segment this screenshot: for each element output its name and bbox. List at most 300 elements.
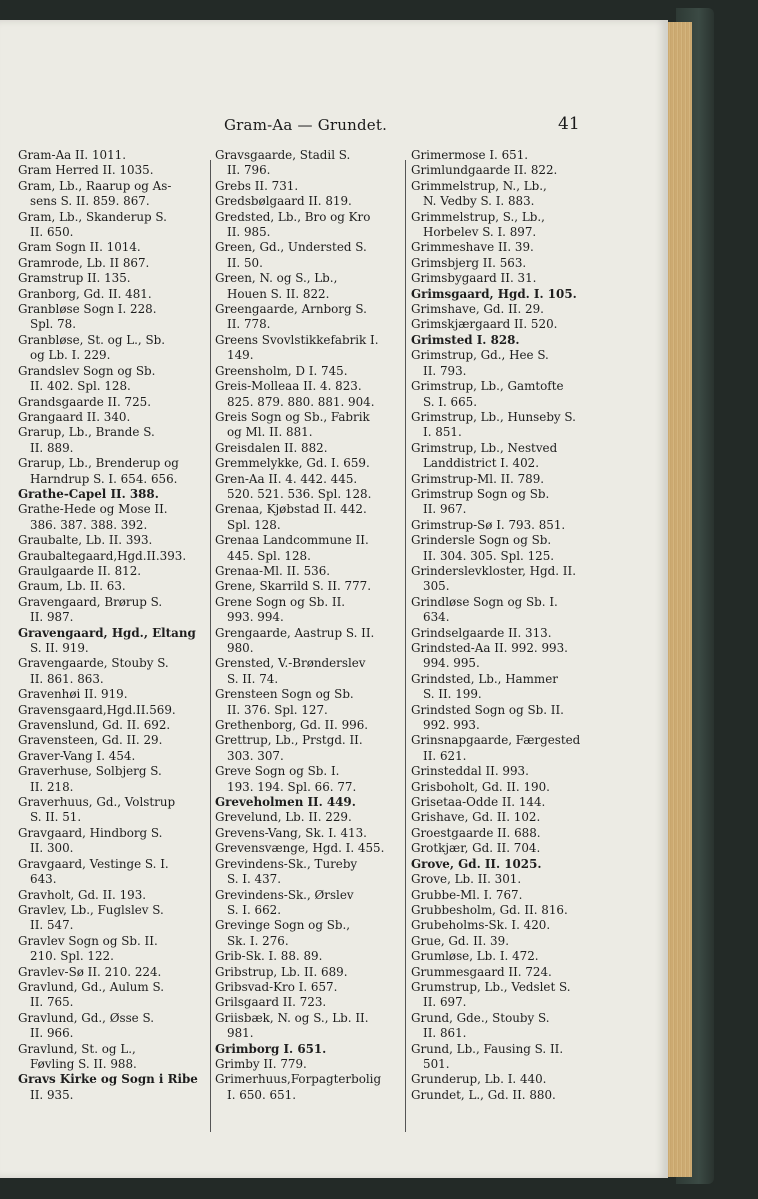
index-entry [411, 626, 601, 641]
entry-text: Grisetaa-Odde II. 144. [411, 795, 546, 810]
entry-text: Gravs Kirke og Sogn i Ribe [18, 1072, 198, 1087]
entry-text: Gravengaarde, Stouby S. [18, 656, 169, 671]
index-entry [18, 302, 206, 333]
entry-continuation: 386. 387. 388. 392. [30, 517, 148, 532]
index-entry [411, 148, 601, 163]
index-entry [215, 271, 403, 302]
entry-text: Graulgaarde II. 812. [18, 563, 142, 578]
entry-continuation: I. 650. 651. [227, 1087, 296, 1102]
entry-continuation: 193. 194. Spl. 66. 77. [227, 779, 357, 794]
entry-text: Gravenslund, Gd. II. 692. [18, 718, 171, 733]
index-entry [215, 918, 403, 949]
index-entry [18, 364, 206, 395]
entry-continuation: Houen S. II. 822. [227, 286, 330, 301]
index-entry [411, 965, 601, 980]
entry-continuation: 993. 994. [227, 610, 284, 625]
index-entry [411, 980, 601, 1011]
index-entry [18, 502, 206, 533]
entry-text: Grotkjær, Gd. II. 704. [411, 841, 541, 856]
page [0, 20, 668, 1178]
entry-text: Gravgaard, Vestinge S. I. [18, 856, 169, 871]
entry-text: Grandsgaarde II. 725. [18, 394, 151, 409]
entry-text: Grimlundgaarde II. 822. [411, 163, 558, 178]
index-entry [411, 410, 601, 441]
entry-text: Grummesgaard II. 724. [411, 964, 552, 979]
entry-text: Graver-Vang I. 454. [18, 748, 136, 763]
index-entry [18, 549, 206, 564]
entry-text: Grindersle Sogn og Sb. [411, 533, 552, 548]
index-entry [215, 456, 403, 471]
entry-text: Gredsted, Lb., Bro og Kro [215, 209, 371, 224]
index-entry [411, 1072, 601, 1087]
entry-text: Greensholm, D I. 745. [215, 363, 348, 378]
index-entry [18, 795, 206, 826]
index-entry [18, 163, 206, 178]
index-entry [215, 595, 403, 626]
index-entry [18, 733, 206, 748]
index-entry [411, 826, 601, 841]
entry-text: Grindløse Sogn og Sb. I. [411, 594, 558, 609]
entry-continuation: N. Vedby S. I. 883. [423, 194, 535, 209]
entry-text: Grubbe-Ml. I. 767. [411, 887, 523, 902]
entry-text: Grimstrup-Ml. II. 789. [411, 471, 545, 486]
index-entry [411, 179, 601, 210]
entry-text: Grove, Lb. II. 301. [411, 872, 522, 887]
index-entry [411, 302, 601, 317]
index-entry [18, 333, 206, 364]
index-entry [411, 379, 601, 410]
index-entry [18, 410, 206, 425]
index-entry [215, 841, 403, 856]
entry-text: Graverhuse, Solbjerg S. [18, 764, 162, 779]
entry-text: Greve Sogn og Sb. I. [215, 764, 340, 779]
entry-text: Grimstrup, Gd., Hee S. [411, 348, 549, 363]
index-entry [411, 872, 601, 887]
index-entry [18, 256, 206, 271]
entry-text: Gravengaard, Hgd., Eltang [18, 625, 196, 640]
entry-continuation: Landdistrict I. 402. [423, 456, 539, 471]
entry-continuation: II. 966. [30, 1026, 74, 1041]
entry-continuation: II. 778. [227, 317, 271, 332]
index-entry [18, 240, 206, 255]
entry-text: Grevensvænge, Hgd. I. 455. [215, 841, 385, 856]
entry-continuation: 634. [423, 610, 450, 625]
entry-text: Grindsted, Lb., Hammer [411, 671, 558, 686]
entry-continuation: II. 861. [423, 1026, 467, 1041]
index-entry [411, 210, 601, 241]
index-entry [215, 210, 403, 241]
index-entry [411, 533, 601, 564]
index-entry [411, 641, 601, 672]
entry-text: Gram, Lb., Skanderup S. [18, 209, 167, 224]
entry-text: Gremmelykke, Gd. I. 659. [215, 456, 370, 471]
index-entry [215, 949, 403, 964]
column-divider [405, 160, 406, 1132]
entry-text: Gravlev Sogn og Sb. II. [18, 933, 158, 948]
entry-continuation: sens S. II. 859. 867. [30, 194, 150, 209]
index-entry [215, 1011, 403, 1042]
index-entry [18, 687, 206, 702]
entry-continuation: Horbelev S. I. 897. [423, 225, 537, 240]
index-entry [215, 980, 403, 995]
entry-continuation: og Ml. II. 881. [227, 425, 313, 440]
index-entry [18, 595, 206, 626]
index-entry [411, 518, 601, 533]
index-entry [18, 857, 206, 888]
page-number: 41 [558, 114, 580, 134]
index-entry [411, 780, 601, 795]
entry-continuation: S. II. 51. [30, 810, 82, 825]
entry-text: Graverhuus, Gd., Volstrup [18, 795, 176, 810]
entry-text: Greens Svovlstikkefabrik I. [215, 332, 379, 347]
entry-text: Gravlund, Gd., Øsse S. [18, 1010, 154, 1025]
entry-text: Grevindens-Sk., Tureby [215, 856, 358, 871]
index-column-2 [215, 148, 403, 1103]
entry-continuation: 825. 879. 880. 881. 904. [227, 394, 375, 409]
entry-text: Gribstrup, Lb. II. 689. [215, 964, 348, 979]
entry-continuation: II. 793. [423, 363, 467, 378]
entry-text: Grathe-Capel II. 388. [18, 486, 159, 501]
entry-text: Grettrup, Lb., Prstgd. II. [215, 733, 363, 748]
entry-text: Grinsteddal II. 993. [411, 764, 529, 779]
index-entry [215, 1042, 403, 1057]
entry-continuation: I. 851. [423, 425, 462, 440]
index-entry [215, 364, 403, 379]
index-entry [215, 764, 403, 795]
index-entry [411, 733, 601, 764]
entry-text: Gravlund, St. og L., [18, 1041, 136, 1056]
entry-text: Graubalte, Lb. II. 393. [18, 533, 153, 548]
index-entry [215, 579, 403, 594]
index-entry [411, 888, 601, 903]
entry-continuation: II. 796. [227, 163, 271, 178]
entry-continuation: II. 621. [423, 748, 467, 763]
index-entry [411, 441, 601, 472]
entry-continuation: 303. 307. [227, 748, 284, 763]
entry-text: Grene, Skarrild S. II. 777. [215, 579, 371, 594]
entry-continuation: S. II. 919. [30, 641, 89, 655]
entry-text: Grimstrup, Lb., Nestved [411, 440, 558, 455]
entry-text: Grevinge Sogn og Sb., [215, 918, 351, 933]
index-entry [215, 965, 403, 980]
entry-text: Grund, Gde., Stouby S. [411, 1010, 550, 1025]
entry-continuation: Føvling S. II. 988. [30, 1056, 137, 1071]
index-entry [215, 718, 403, 733]
entry-text: Grevindens-Sk., Ørslev [215, 887, 354, 902]
entry-text: Greis Sogn og Sb., Fabrik [215, 409, 370, 424]
entry-text: Gram-Aa II. 1011. [18, 148, 127, 162]
running-head: Gram-Aa — Grundet. [224, 116, 388, 134]
index-entry [215, 410, 403, 441]
entry-text: Grumløse, Lb. I. 472. [411, 949, 539, 964]
entry-text: Gramstrup II. 135. [18, 271, 131, 286]
entry-text: Gravgaard, Hindborg S. [18, 825, 163, 840]
entry-text: Grimby II. 779. [215, 1056, 307, 1071]
entry-continuation: II. 889. [30, 440, 74, 455]
entry-text: Gren-Aa II. 4. 442. 445. [215, 471, 358, 486]
index-entry [215, 810, 403, 825]
entry-continuation: Spl. 78. [30, 317, 77, 332]
index-entry [411, 564, 601, 595]
entry-continuation: 520. 521. 536. Spl. 128. [227, 486, 372, 501]
index-entry [411, 240, 601, 255]
entry-text: Grue, Gd. II. 39. [411, 933, 509, 948]
index-entry [411, 841, 601, 856]
entry-text: Grilsgaard II. 723. [215, 995, 327, 1010]
entry-text: Gram Sogn II. 1014. [18, 240, 141, 255]
index-entry [18, 210, 206, 241]
entry-text: Grimstrup Sogn og Sb. [411, 486, 550, 501]
entry-continuation: II. 50. [227, 255, 263, 270]
entry-continuation: II. 300. [30, 841, 74, 856]
entry-text: Grimmelstrup, S., Lb., [411, 209, 545, 224]
page-header [0, 116, 668, 140]
entry-continuation: 643. [30, 872, 57, 887]
entry-text: Gram, Lb., Raarup og As- [18, 178, 172, 193]
entry-text: Grund, Lb., Fausing S. II. [411, 1041, 564, 1056]
index-column-3 [411, 148, 601, 1103]
index-column-1 [18, 148, 206, 1103]
entry-text: Grove, Gd. II. 1025. [411, 856, 542, 871]
entry-text: Grimmelstrup, N., Lb., [411, 178, 547, 193]
index-entry [18, 456, 206, 487]
entry-continuation: II. 697. [423, 995, 467, 1010]
index-entry [215, 240, 403, 271]
entry-text: Grarup, Lb., Brande S. [18, 425, 155, 440]
index-entry [18, 533, 206, 548]
entry-text: Griisbæk, N. og S., Lb. II. [215, 1010, 369, 1025]
entry-continuation: S. II. 199. [423, 687, 482, 702]
index-entry [411, 857, 601, 872]
index-entry [215, 626, 403, 657]
index-entry [215, 1072, 403, 1103]
entry-text: Grinsnapgaarde, Færgested [411, 733, 581, 748]
index-entry [411, 271, 601, 286]
entry-continuation: II. 218. [30, 779, 74, 794]
entry-text: Grimsbygaard II. 31. [411, 271, 537, 286]
entry-text: Gravensgaard,Hgd.II.569. [18, 702, 176, 717]
index-entry [215, 826, 403, 841]
entry-continuation: 981. [227, 1026, 254, 1041]
entry-continuation: og Lb. I. 229. [30, 348, 111, 363]
entry-text: Grimskjærgaard II. 520. [411, 317, 558, 332]
index-entry [18, 1042, 206, 1073]
index-entry [215, 857, 403, 888]
entry-text: Green, Gd., Understed S. [215, 240, 367, 255]
index-entry [18, 179, 206, 210]
entry-continuation: II. 376. Spl. 127. [227, 702, 328, 717]
entry-text: Grindselgaarde II. 313. [411, 625, 552, 640]
entry-text: Grensted, V.-Brønderslev [215, 656, 366, 671]
entry-continuation: II. 967. [423, 502, 467, 517]
index-entry [215, 888, 403, 919]
entry-text: Grenaa Landcommune II. [215, 533, 369, 548]
index-entry [215, 179, 403, 194]
entry-text: Grubeholms-Sk. I. 420. [411, 918, 551, 933]
entry-text: Greengaarde, Arnborg S. [215, 302, 367, 317]
entry-text: Gravholt, Gd. II. 193. [18, 887, 147, 902]
entry-text: Grindsted-Aa II. 992. 993. [411, 641, 568, 655]
entry-continuation: II. 985. [227, 225, 271, 240]
entry-text: Grensteen Sogn og Sb. [215, 687, 354, 702]
entry-continuation: 149. [227, 348, 254, 363]
index-entry [18, 934, 206, 965]
index-entry [215, 472, 403, 503]
entry-continuation: Sk. I. 276. [227, 933, 289, 948]
entry-continuation: II. 304. 305. Spl. 125. [423, 548, 555, 563]
index-entry [411, 918, 601, 933]
entry-continuation: II. 861. 863. [30, 671, 104, 686]
index-entry [18, 888, 206, 903]
index-entry [18, 271, 206, 286]
entry-text: Granborg, Gd. II. 481. [18, 286, 152, 301]
index-entry [18, 656, 206, 687]
entry-text: Grenaa, Kjøbstad II. 442. [215, 502, 367, 517]
index-entry [18, 579, 206, 594]
index-entry [18, 749, 206, 764]
index-entry [215, 441, 403, 456]
entry-text: Gribsvad-Kro I. 657. [215, 979, 338, 994]
entry-text: Grunderup, Lb. I. 440. [411, 1072, 547, 1087]
entry-text: Gravlev-Sø II. 210. 224. [18, 964, 162, 979]
index-entry [215, 687, 403, 718]
entry-text: Grumstrup, Lb., Vedslet S. [411, 979, 571, 994]
index-entry [18, 564, 206, 579]
entry-text: Grarup, Lb., Brenderup og [18, 456, 179, 471]
entry-text: Gravsgaarde, Stadil S. [215, 148, 351, 162]
index-entry [18, 980, 206, 1011]
index-entry [411, 317, 601, 332]
entry-text: Greisdalen II. 882. [215, 440, 328, 455]
index-entry [411, 703, 601, 734]
entry-text: Grib-Sk. I. 88. 89. [215, 949, 323, 964]
entry-text: Grinderslevkloster, Hgd. II. [411, 563, 576, 578]
index-entry [411, 810, 601, 825]
index-entry [215, 194, 403, 209]
entry-continuation: 210. Spl. 122. [30, 949, 114, 964]
index-entry [18, 965, 206, 980]
index-entry [215, 302, 403, 333]
index-entry [18, 903, 206, 934]
entry-continuation: II. 765. [30, 995, 74, 1010]
index-entry [411, 256, 601, 271]
index-entry [215, 564, 403, 579]
entry-text: Gravensteen, Gd. II. 29. [18, 733, 163, 748]
index-entry [411, 333, 601, 348]
entry-text: Groestgaarde II. 688. [411, 825, 541, 840]
entry-text: Grubbesholm, Gd. II. 816. [411, 902, 568, 917]
index-entry [411, 672, 601, 703]
index-entry [18, 703, 206, 718]
entry-text: Granbløse, St. og L., Sb. [18, 332, 166, 347]
entry-text: Grimstrup, Lb., Gamtofte [411, 379, 564, 394]
entry-text: Grisboholt, Gd. II. 190. [411, 779, 550, 794]
index-entry [411, 934, 601, 949]
entry-text: Grimborg I. 651. [215, 1041, 327, 1056]
index-entry [18, 287, 206, 302]
entry-continuation: Spl. 128. [227, 517, 281, 532]
entry-continuation: 445. Spl. 128. [227, 548, 311, 563]
index-entry [411, 287, 601, 302]
entry-text: Gram Herred II. 1035. [18, 163, 154, 178]
entry-text: Grene Sogn og Sb. II. [215, 594, 346, 609]
entry-continuation: 980. [227, 641, 254, 655]
entry-text: Greis-Molleaa II. 4. 823. [215, 379, 362, 394]
entry-continuation: II. 935. [30, 1087, 74, 1102]
index-entry [411, 595, 601, 626]
index-entry [411, 472, 601, 487]
index-entry [411, 949, 601, 964]
entry-continuation: 305. [423, 579, 450, 594]
column-divider [210, 160, 211, 1132]
entry-text: Grimstrup-Sø I. 793. 851. [411, 517, 566, 532]
index-entry [411, 487, 601, 518]
index-entry [215, 333, 403, 364]
entry-continuation: 994. 995. [423, 656, 480, 671]
index-entry [215, 795, 403, 810]
entry-text: Gredsbølgaard II. 819. [215, 194, 352, 209]
entry-continuation: II. 547. [30, 918, 74, 933]
entry-text: Grishave, Gd. II. 102. [411, 810, 541, 825]
entry-text: Grimermose I. 651. [411, 148, 529, 162]
entry-continuation: S. I. 665. [423, 394, 478, 409]
index-entry [215, 533, 403, 564]
index-entry [411, 163, 601, 178]
index-entry [18, 718, 206, 733]
entry-text: Grimsbjerg II. 563. [411, 255, 527, 270]
index-entry [215, 995, 403, 1010]
entry-text: Grevens-Vang, Sk. I. 413. [215, 825, 367, 840]
index-entry [215, 379, 403, 410]
entry-text: Grangaard II. 340. [18, 409, 131, 424]
entry-text: Grimshave, Gd. II. 29. [411, 302, 544, 317]
entry-text: Grebs II. 731. [215, 178, 299, 193]
index-entry [18, 626, 206, 657]
index-entry [18, 1011, 206, 1042]
index-entry [18, 1072, 206, 1103]
entry-text: Grenaa-Ml. II. 536. [215, 563, 331, 578]
index-entry [411, 348, 601, 379]
entry-text: Gravlund, Gd., Aulum S. [18, 979, 164, 994]
index-entry [411, 764, 601, 779]
entry-text: Grengaarde, Aastrup S. II. [215, 625, 375, 640]
entry-text: Grimmeshave II. 39. [411, 240, 534, 255]
index-entry [18, 826, 206, 857]
entry-continuation: S. I. 662. [227, 902, 282, 917]
entry-text: Grindsted Sogn og Sb. II. [411, 702, 564, 717]
entry-continuation: S. II. 74. [227, 671, 279, 686]
entry-text: Grimerhuus,Forpagterbolig [215, 1072, 382, 1087]
entry-text: Grimsgaard, Hgd. I. 105. [411, 286, 577, 301]
index-entry [18, 487, 206, 502]
entry-continuation: II. 402. Spl. 128. [30, 379, 131, 394]
entry-continuation: II. 987. [30, 610, 74, 625]
entry-continuation: 501. [423, 1056, 450, 1071]
entry-text: Gramrode, Lb. II 867. [18, 255, 150, 270]
entry-continuation: II. 650. [30, 225, 74, 240]
index-entry [18, 764, 206, 795]
entry-text: Gravengaard, Brørup S. [18, 594, 163, 609]
index-entry [411, 903, 601, 918]
entry-text: Grathe-Hede og Mose II. [18, 502, 168, 517]
entry-text: Grimstrup, Lb., Hunseby S. [411, 409, 576, 424]
entry-continuation: Harndrup S. I. 654. 656. [30, 471, 178, 486]
page-edges [664, 22, 692, 1177]
index-entry [411, 1088, 601, 1103]
index-entry [215, 656, 403, 687]
entry-text: Gravenhøi II. 919. [18, 687, 128, 702]
entry-text: Greveholmen II. 449. [215, 795, 356, 810]
